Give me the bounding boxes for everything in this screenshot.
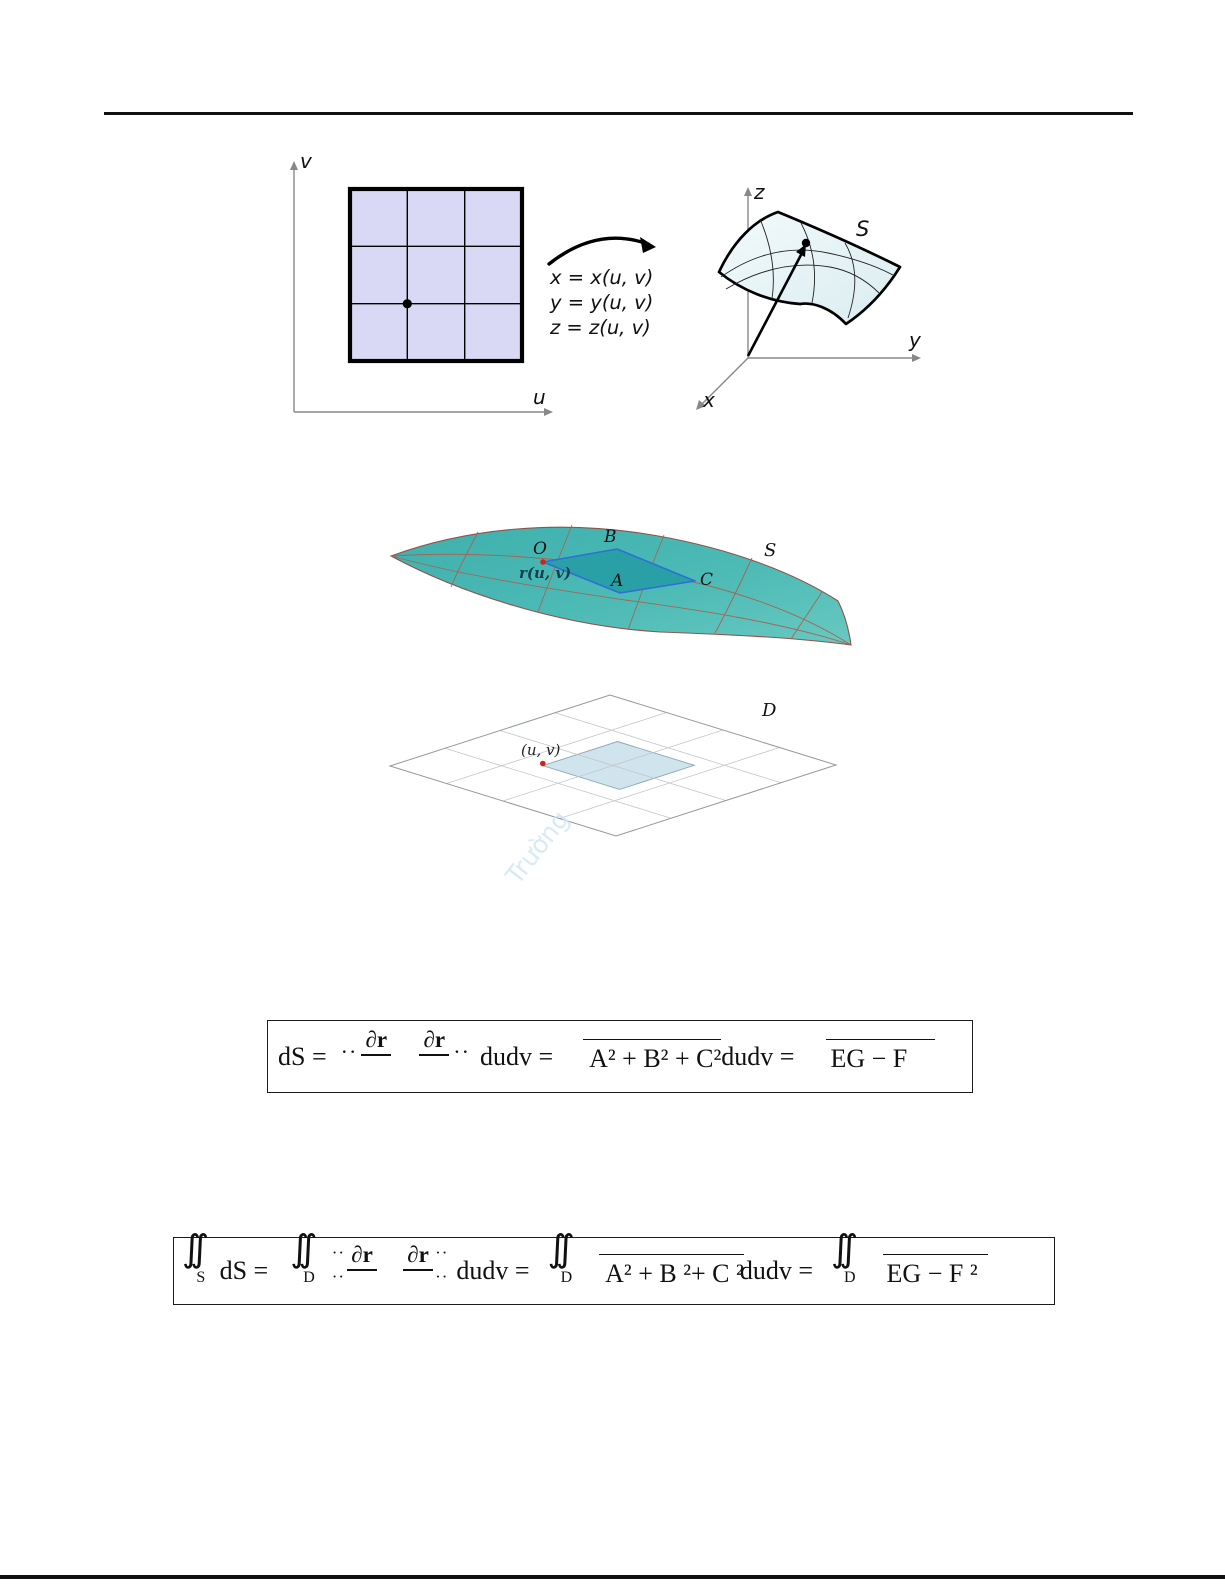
double-integral-glyph: ∫∫ [547, 1227, 565, 1271]
integral-subscript-D: D [303, 1268, 315, 1286]
box1-radicand-egf: EG − F [826, 1039, 935, 1074]
box1-dudv-eq2: dudv = [721, 1041, 795, 1071]
fraction-bar [403, 1269, 433, 1282]
r-vector: r [418, 1241, 429, 1267]
label-B: B [604, 527, 617, 547]
box1-lhs: dS = [278, 1041, 327, 1071]
r-vector: r [434, 1027, 446, 1052]
label-A: A [611, 571, 624, 591]
box2-radicand-abc: A² + B ²+ C ² [599, 1254, 744, 1289]
z-axis-label: z [754, 180, 765, 204]
r-vector: r [362, 1241, 373, 1267]
equation-y: y = y(u, v) [550, 291, 654, 314]
u-axis-label: u [533, 385, 546, 409]
partial-symbol: ∂ [407, 1241, 419, 1267]
fraction-bar [361, 1054, 391, 1067]
r-vector: r [376, 1027, 388, 1052]
uv-point-dot [403, 299, 412, 308]
mapping-arrow [549, 237, 656, 264]
box2-partial-rv [403, 1243, 433, 1282]
partial-symbol: ∂ [351, 1241, 363, 1267]
y-axis-label: y [909, 328, 921, 352]
v-axis-label: v [300, 149, 312, 173]
fraction-bar [419, 1054, 449, 1067]
double-integral-glyph: ∫∫ [290, 1227, 307, 1271]
label-O: O [533, 539, 547, 559]
box2-lhs: dS = [219, 1256, 269, 1285]
double-integral-D1 [290, 1227, 318, 1286]
plane-uv-dot [540, 761, 546, 767]
box2-radicand-egf: EG − F ² [883, 1254, 988, 1289]
box1-partial-rv [419, 1028, 449, 1067]
box1-norm-dots-left: ·· [340, 1038, 358, 1064]
box1-norm-dots-right: ·· [453, 1038, 470, 1064]
surface-s-label: S [856, 217, 870, 241]
surface-s-small [719, 212, 900, 324]
double-integral-D3 [830, 1227, 859, 1286]
parametrization-figure [270, 145, 940, 425]
header-rule [104, 112, 1133, 115]
footer-rule [0, 1575, 1225, 1579]
partial-symbol: ∂ [365, 1027, 377, 1052]
surface-patch-figure [370, 505, 860, 905]
dots: ·· [331, 1266, 346, 1286]
label-r-uv: r(u, v) [519, 564, 572, 582]
watermark-text: Trường [499, 805, 575, 890]
integral-subscript-S: S [196, 1268, 206, 1286]
double-integral-D2 [547, 1227, 576, 1286]
double-integral-S [182, 1227, 210, 1286]
equation-x: x = x(u, v) [550, 266, 654, 289]
label-uv-point: (u, v) [521, 741, 561, 759]
box2-norm-dots-left [332, 1244, 345, 1285]
box1-partial-ru [361, 1028, 391, 1067]
label-S: S [764, 540, 777, 561]
equation-z: z = z(u, v) [550, 316, 651, 339]
surface-point-dot [802, 239, 810, 247]
double-integral-glyph: ∫∫ [182, 1227, 199, 1271]
dots: ·· [331, 1242, 346, 1262]
dots: ·· [435, 1242, 449, 1262]
label-D: D [762, 700, 777, 721]
box2-dudv-eq: dudv = [456, 1256, 530, 1285]
fraction-bar [347, 1269, 377, 1282]
integral-subscript-D: D [843, 1268, 856, 1286]
box1-radicand-abc: A² + B² + C² [583, 1039, 721, 1074]
formula-box-ds [267, 1020, 973, 1093]
partial-symbol: ∂ [423, 1027, 435, 1052]
formula-box-surface-integral [173, 1227, 1055, 1305]
box2-norm-dots-right [435, 1244, 448, 1285]
box1-dudv-eq: dudv = [479, 1041, 554, 1071]
dots: ·· [435, 1266, 449, 1286]
parameter-domain-square [350, 189, 522, 361]
box2-dudv-eq2: dudv = [739, 1256, 813, 1285]
box2-partial-ru [347, 1243, 377, 1282]
integral-subscript-D: D [560, 1268, 573, 1286]
label-C: C [700, 570, 714, 590]
x-axis-label: x [703, 388, 715, 412]
double-integral-glyph: ∫∫ [830, 1227, 848, 1271]
